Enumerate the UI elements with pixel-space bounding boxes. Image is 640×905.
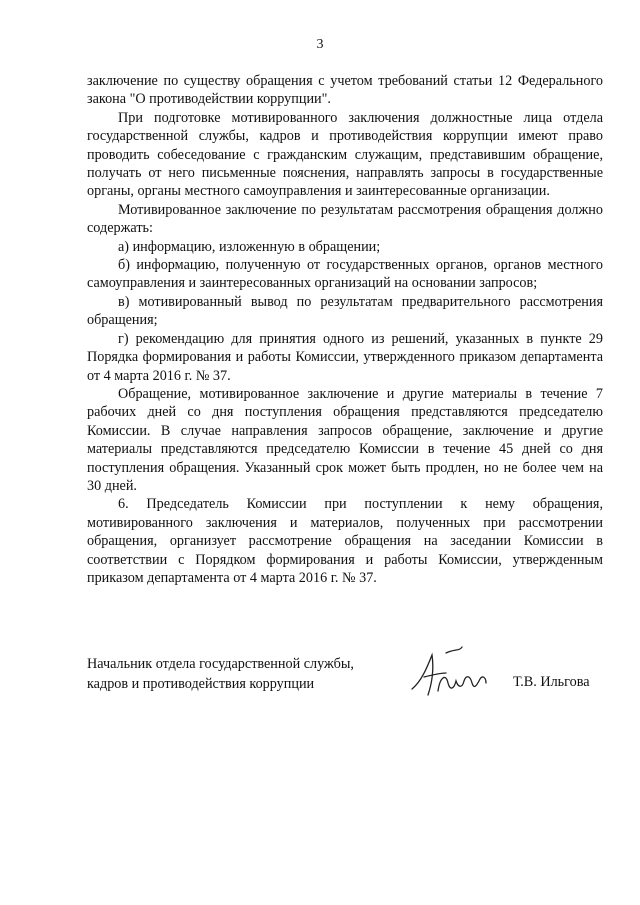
paragraph-9: 6. Председатель Комиссии при поступлении к нему обращения, мотивированного заключения и материалов, полученных при рассмотрении обращения, организует рассмотрение обращения на заседании Комиссии в соответствии с Порядком формирования и работы Комиссии, утвержденным приказом департамента от 4 марта 2016 г. № 37.: [87, 496, 603, 586]
paragraph-3: Мотивированное заключение по результатам рассмотрения обращения должно содержать:: [87, 201, 603, 237]
signer-name: Т.В. Ильгова: [513, 674, 590, 690]
signer-title: [87, 654, 354, 694]
paragraph-8: Обращение, мотивированное заключение и другие материалы в течение 7 рабочих дней со дня поступления обращения представляются председателю Комиссии. В случае направления запросов обращение, заключение и другие материалы представляются председателю Комиссии в течение 45 дней со дня поступления обращения. Указанный срок может быть продлен, но не более чем на 30 дней.: [87, 385, 603, 494]
signer-title-line-2: кадров и противодействия коррупции: [87, 676, 315, 692]
paragraph-1: заключение по существу обращения с учетом требований статьи 12 Федерального закона "О противодействии коррупции".: [87, 73, 603, 108]
paragraph-6: в) мотивированный вывод по результатам предварительного рассмотрения обращения;: [87, 293, 603, 329]
handwritten-signature: [402, 643, 498, 703]
paragraph-5: б) информацию, полученную от государственных органов, органов местного самоуправления и заинтересованных организаций на основании запросов;: [87, 257, 603, 292]
signer-title-line-1: Начальник отдела государственной службы,: [87, 656, 354, 672]
page-number: 3: [316, 37, 324, 52]
paragraph-7: г) рекомендацию для принятия одного из решений, указанных в пункте 29 Порядка формирования и работы Комиссии, утвержденного приказом департамента от 4 марта 2016 г. № 37.: [87, 330, 603, 384]
document-body: [87, 72, 603, 587]
paragraph-4: а) информацию, изложенную в обращении;: [118, 238, 381, 255]
paragraph-2: При подготовке мотивированного заключения должностные лица отдела государственной службы, кадров и противодействия коррупции имеют право проводить собеседование с гражданским служащим, представившим обращение, получать от него письменные пояснения, направлять запросы в государственные органы, органы местного самоуправления и заинтересованные организации.: [87, 109, 603, 200]
